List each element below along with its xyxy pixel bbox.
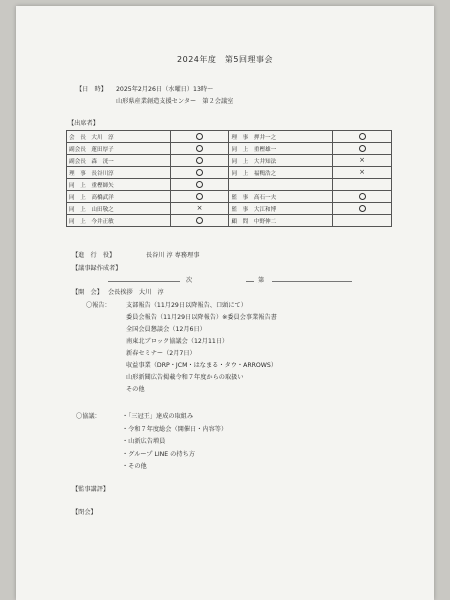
attendance-mark-cell (333, 191, 392, 203)
opening-value: 会長挨拶 大川 淳 (108, 289, 164, 296)
report-item: 支部報告（11月29日以降報告、口頭にて） (126, 302, 247, 309)
present-circle-icon (196, 169, 203, 176)
present-circle-icon (196, 133, 203, 140)
attendee-row (67, 215, 392, 227)
attendance-mark-cell (333, 131, 392, 143)
report-item: その他 (126, 386, 145, 393)
present-circle-icon (196, 193, 203, 200)
report-item: 山形新聞広告掲載令和７年度からの取扱い (126, 374, 244, 381)
signer-left-label: 次 (186, 277, 193, 284)
present-circle-icon (359, 133, 366, 140)
present-circle-icon (359, 145, 366, 152)
auditor-heading: 【監事講評】 (72, 486, 110, 493)
attendee-row (67, 191, 392, 203)
attendee-name: 同 上 福鴨浩之 (229, 167, 333, 179)
attendee-row (67, 203, 392, 215)
document-title: 2024年度 第5回理事会 (177, 55, 273, 64)
attendee-row (67, 167, 392, 179)
attendee-name: 監 事 大江和博 (229, 203, 333, 215)
date-value: 2025年2月26日（水曜日）13時～ (116, 86, 214, 93)
attendee-name: 同 上 高橋武洋 (67, 191, 171, 203)
attendee-name: 顧 問 中野伸二 (229, 215, 333, 227)
report-item: 収益事業（DRP・JCM・はなまる・タウ・ARROWS） (126, 362, 278, 369)
attendee-name: 副会長 蓮田厚子 (67, 143, 171, 155)
attendance-mark-cell (170, 215, 229, 227)
deliberation-item: ・令和７年度総会（開催日・内容等） (122, 425, 228, 433)
report-item: 南東北ブロック協議会（12月11日） (126, 338, 229, 345)
attendance-mark-cell (170, 203, 229, 215)
attendee-name: 同 上 重樫雄一 (229, 143, 333, 155)
attendance-mark-cell (170, 143, 229, 155)
attendance-mark-cell (170, 155, 229, 167)
report-item: 委員会報告（11月29日以降報告）※委員会事業報告書 (126, 314, 277, 321)
attendees-table (66, 130, 392, 227)
venue-value: 山形県産業創造支援センター 第２会議室 (116, 98, 234, 105)
attendee-name: 会 長 大川 淳 (67, 131, 171, 143)
attendee-name: 同 上 重樫師矢 (67, 179, 171, 191)
present-circle-icon (196, 181, 203, 188)
deliberation-item: ・その他 (122, 463, 147, 470)
present-circle-icon (196, 145, 203, 152)
attendance-mark-cell (170, 179, 229, 191)
signer-line-right (272, 281, 352, 282)
signer-right-label: 第 (258, 277, 265, 284)
report-item: 新春セミナー（2月7日） (126, 350, 196, 357)
date-label: 【日 時】 (76, 86, 107, 93)
attendee-row (67, 155, 392, 167)
attendee-row (67, 143, 392, 155)
deliberation-item: ・山新広告増員 (122, 438, 166, 445)
signer-gap (246, 281, 254, 282)
attendee-name: 監 事 高石一夫 (229, 191, 333, 203)
present-circle-icon (196, 157, 203, 164)
attendance-mark-cell (333, 179, 392, 191)
document-page (16, 6, 434, 600)
attendee-name: 副会長 森 洸一 (67, 155, 171, 167)
signer-line-left (108, 281, 180, 282)
absent-cross-icon: × (359, 156, 365, 164)
chair-label: 【進 行 役】 (72, 252, 116, 259)
present-circle-icon (359, 205, 366, 212)
attendees-heading: 【出席者】 (68, 120, 99, 127)
attendee-name: 同 上 今井正敏 (67, 215, 171, 227)
attendance-mark-cell (333, 143, 392, 155)
deliberation-item: ・「三冠王」達成の取組み (122, 413, 194, 420)
attendee-row (67, 131, 392, 143)
attendee-name: 同 上 大井知法 (229, 155, 333, 167)
report-item: 全国会員懇談会（12月6日） (126, 326, 206, 333)
reports-label: 〇報告： (86, 302, 111, 309)
closing-heading: 【閉会】 (72, 509, 97, 516)
opening-label: 【開 会】 (72, 289, 103, 296)
attendance-mark-cell (170, 191, 229, 203)
absent-cross-icon: × (196, 204, 203, 212)
minutes-signers-heading: 【議事録作成者】 (72, 265, 122, 272)
attendee-name: 同 上 山田敬之 (67, 203, 171, 215)
attendance-mark-cell (170, 131, 229, 143)
attendance-mark-cell (170, 167, 229, 179)
deliberations-label: 〇協議： (76, 413, 101, 420)
chair-value: 長谷川 淳 専務理事 (146, 252, 200, 259)
deliberation-item: ・グループ LINE の持ち方 (122, 450, 195, 458)
present-circle-icon (196, 217, 203, 224)
attendance-mark-cell (333, 155, 392, 167)
attendee-row (67, 179, 392, 191)
attendee-name: 理 事 長谷川淳 (67, 167, 171, 179)
attendance-mark-cell (333, 215, 392, 227)
attendance-mark-cell (333, 203, 392, 215)
present-circle-icon (359, 193, 366, 200)
absent-cross-icon: × (359, 168, 365, 176)
attendee-name (229, 179, 333, 191)
attendee-name: 理 事 押井一之 (229, 131, 333, 143)
attendance-mark-cell (333, 167, 392, 179)
